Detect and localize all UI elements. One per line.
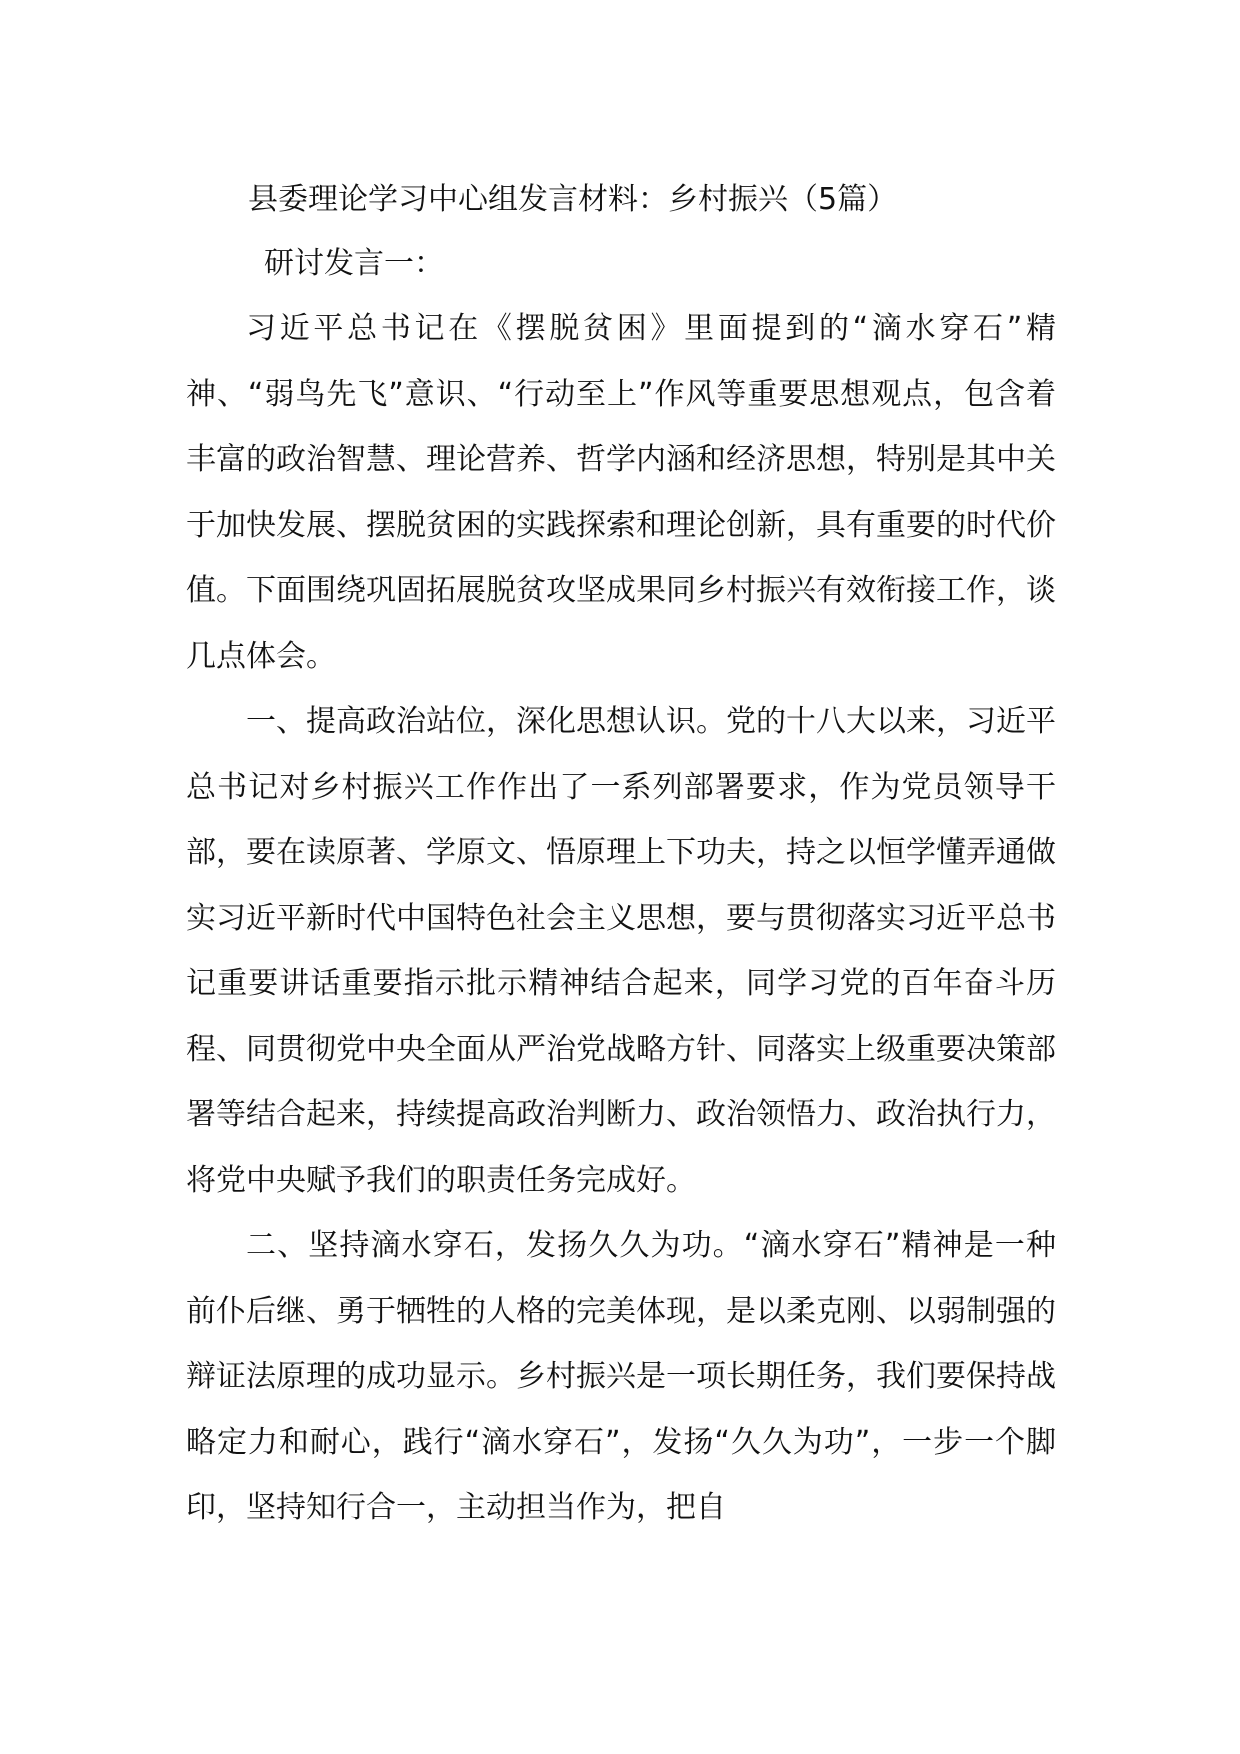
section-subtitle: 研讨发言一： — [264, 246, 444, 281]
document-body — [186, 296, 1056, 1541]
paragraph-point-one: 一、提高政治站位，深化思想认识。党的十八大以来，习近平总书记对乡村振兴工作作出了一系列部署要求，作为党员领导干部，要在读原著、学原文、悟原理上下功夫，持之以恒学懂弄通做实习近平新时代中国特色社会主义思想，要与贯彻落实习近平总书记重要讲话重要指示批示精神结合起来，同学习党的百年奋斗历程、同贯彻党中央全面从严治党战略方针、同落实上级重要决策部署等结合起来，持续提高政治判断力、政治领悟力、政治执行力，将党中央赋予我们的职责任务完成好。 — [186, 704, 1056, 1198]
paragraph-point-two: 二、坚持滴水穿石，发扬久久为功。“滴水穿石”精神是一种前仆后继、勇于牺牲的人格的完美体现，是以柔克刚、以弱制强的辩证法原理的成功显示。乡村振兴是一项长期任务，我们要保持战略定力和耐心，践行“滴水穿石”，发扬“久久为功”，一步一个脚印，坚持知行合一，主动担当作为，把自 — [186, 1228, 1056, 1525]
paragraph-intro: 习近平总书记在《摆脱贫困》里面提到的“滴水穿石”精神、“弱鸟先飞”意识、“行动至上”作风等重要思想观点，包含着丰富的政治智慧、理论营养、哲学内涵和经济思想，特别是其中关于加快发展、摆脱贫困的实践探索和理论创新，具有重要的时代价值。下面围绕巩固拓展脱贫攻坚成果同乡村振兴有效衔接工作，谈几点体会。 — [186, 311, 1056, 674]
document-title: 县委理论学习中心组发言材料：乡村振兴（5篇） — [248, 182, 898, 217]
